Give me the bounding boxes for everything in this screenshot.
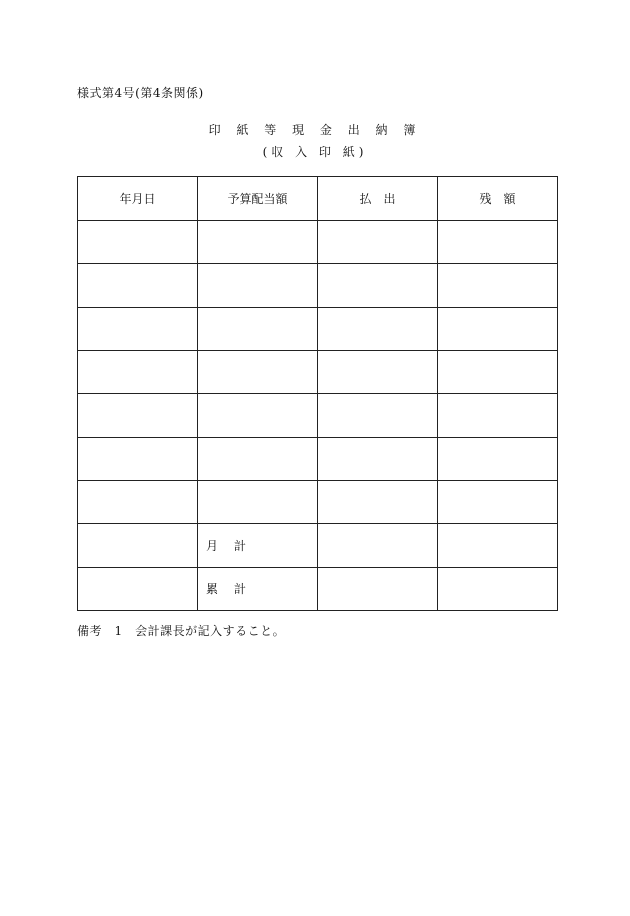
cumulative-total-label: 累 計	[198, 567, 318, 610]
form-number-label: 様式第4号(第4条関係)	[77, 86, 204, 100]
table-row	[78, 437, 558, 480]
cell-date[interactable]	[78, 480, 198, 523]
cell-date[interactable]	[78, 437, 198, 480]
page-title: 印 紙 等 現 金 出 納 簿	[208, 123, 422, 137]
header-budget-allocation: 予算配当額	[198, 177, 318, 221]
cell-balance[interactable]	[438, 307, 558, 350]
header-disbursement: 払 出	[318, 177, 438, 221]
cell-disbursement[interactable]	[318, 264, 438, 307]
cell-balance[interactable]	[438, 221, 558, 264]
cell-budget[interactable]	[198, 437, 318, 480]
cell-date[interactable]	[78, 264, 198, 307]
table-row	[78, 394, 558, 437]
cumulative-total-row	[78, 567, 558, 610]
cell-disbursement[interactable]	[318, 524, 438, 567]
cell-budget[interactable]	[198, 394, 318, 437]
cell-budget[interactable]	[198, 350, 318, 393]
cell-disbursement[interactable]	[318, 567, 438, 610]
monthly-total-label: 月 計	[198, 524, 318, 567]
table-row	[78, 307, 558, 350]
table-row	[78, 264, 558, 307]
cell-date[interactable]	[78, 394, 198, 437]
cell-date[interactable]	[78, 350, 198, 393]
cell-balance[interactable]	[438, 394, 558, 437]
cell-date[interactable]	[78, 524, 198, 567]
table-row	[78, 480, 558, 523]
cell-budget[interactable]	[198, 307, 318, 350]
cell-balance[interactable]	[438, 437, 558, 480]
cell-disbursement[interactable]	[318, 394, 438, 437]
cell-budget[interactable]	[198, 264, 318, 307]
table-row	[78, 350, 558, 393]
page-subtitle: (収 入 印 紙)	[262, 145, 368, 159]
cell-balance[interactable]	[438, 567, 558, 610]
cell-budget[interactable]	[198, 480, 318, 523]
cell-disbursement[interactable]	[318, 480, 438, 523]
ledger-table	[77, 176, 558, 611]
cell-date[interactable]	[78, 221, 198, 264]
table-row	[78, 221, 558, 264]
cell-balance[interactable]	[438, 524, 558, 567]
cell-balance[interactable]	[438, 264, 558, 307]
cell-date[interactable]	[78, 567, 198, 610]
cell-disbursement[interactable]	[318, 437, 438, 480]
header-date: 年月日	[78, 177, 198, 221]
monthly-total-row	[78, 524, 558, 567]
cell-disbursement[interactable]	[318, 221, 438, 264]
cell-budget[interactable]	[198, 221, 318, 264]
header-balance: 残 額	[438, 177, 558, 221]
cell-disbursement[interactable]	[318, 350, 438, 393]
header-row	[78, 177, 558, 221]
cell-balance[interactable]	[438, 350, 558, 393]
remarks-note: 備考 1 会計課長が記入すること。	[77, 624, 286, 638]
cell-disbursement[interactable]	[318, 307, 438, 350]
cell-date[interactable]	[78, 307, 198, 350]
cell-balance[interactable]	[438, 480, 558, 523]
